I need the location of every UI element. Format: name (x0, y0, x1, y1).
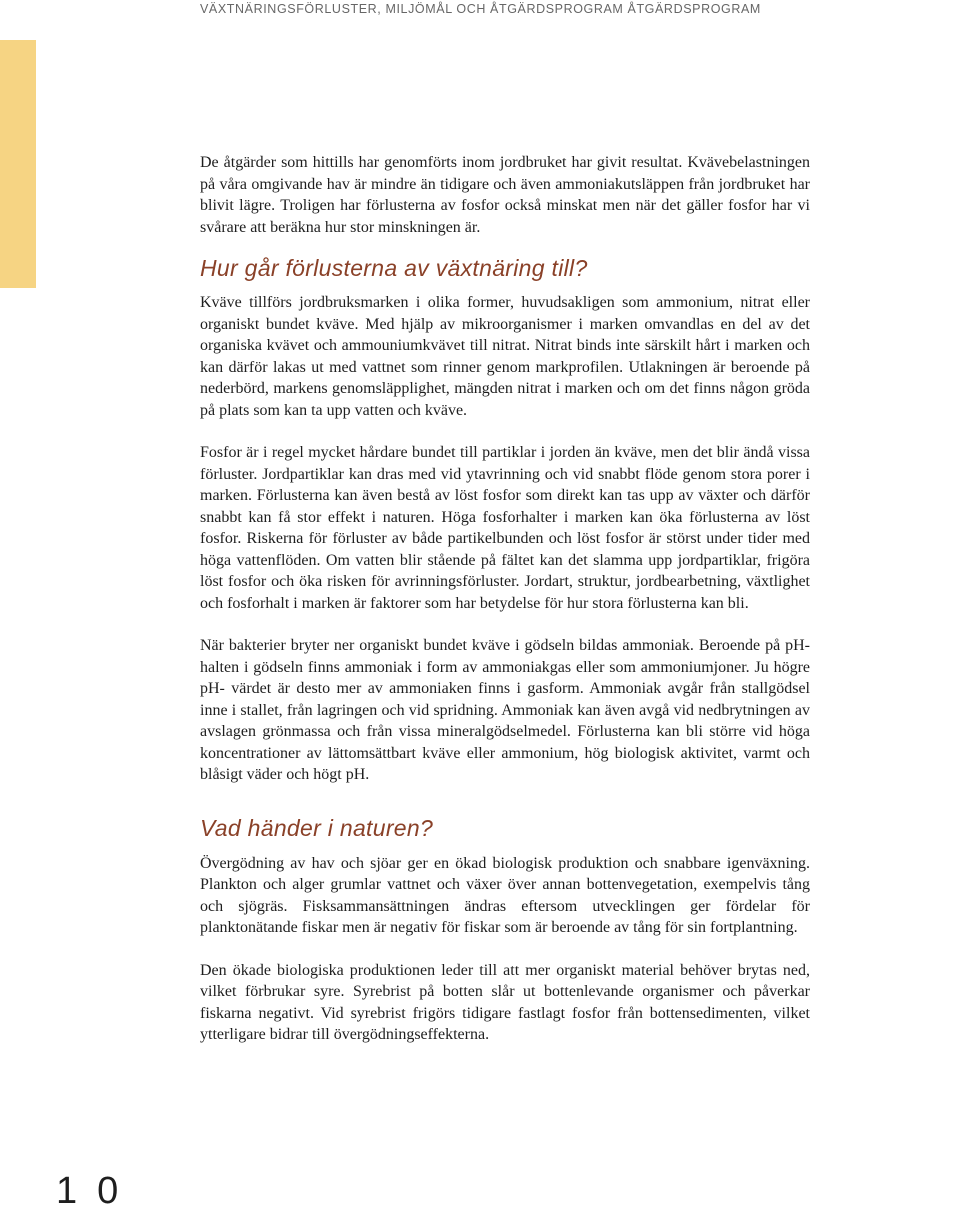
section-heading-nature: Vad händer i naturen? (200, 814, 434, 841)
main-content (200, 152, 810, 1046)
paragraph-oxygen-depletion: Den ökade biologiska produktionen leder till att mer organiskt material behöver brytas ned, vilket förbrukar syre. Syrebrist på botten slår ut bottenlevande organismer och påverkar fiskarna negativt. Vid syrebrist frigörs tidigare fastlagt fosfor från bottensedimenten, vilket ytterligare bidrar till övergödningseffekterna. (200, 961, 810, 1043)
intro-paragraph: De åtgärder som hittills har genomförts inom jordbruket har givit resultat. Kvävebelastningen på våra omgivande hav är mindre än tidigare och även ammoniakutsläppen från jordbruket har blivit lägre. Troligen har förlusterna av fosfor också minskat men när det gäller fosfor har vi svårare att beräkna hur stor minskningen är. (200, 154, 810, 236)
decorative-side-bar (0, 40, 36, 288)
paragraph-ammonia: När bakterier bryter ner organiskt bundet kväve i gödseln bildas ammoniak. Beroende på pH-halten i gödseln finns ammoniak i form av ammoniakgas eller som ammoniumjoner. Ju högre pH- värdet är desto mer av ammoniaken finns i gasform. Ammoniak avgår från stallgödsel inne i stallet, från lagringen och vid spridning. Ammoniak kan även avgå vid nedbrytningen av avslagen grönmassa och från vissa mineralgödselmedel. Förlusterna kan bli större vid höga koncentrationer av lättomsättbart kväve eller ammonium, hög biologisk aktivitet, varmt och blåsigt väder och högt pH. (200, 637, 810, 783)
running-header: VÄXTNÄRINGSFÖRLUSTER, MILJÖMÅL OCH ÅTGÄRDSPROGRAM ÅTGÄRDSPROGRAM (200, 2, 761, 16)
paragraph-nitrogen: Kväve tillförs jordbruksmarken i olika former, huvudsakligen som ammonium, nitrat eller organiskt bundet kväve. Med hjälp av mikroorganismer i marken omvandlas en del av det organiska kvävet och ammouniumkvävet till nitrat. Nitrat binds inte särskilt hårt i marken och kan därför lakas ut med vattnet som rinner genom markprofilen. Utlakningen är beroende på nederbörd, markens genomsläpplighet, mängden nitrat i marken och om det finns någon gröda på plats som kan ta upp vatten och kväve. (200, 294, 810, 419)
paragraph-eutrophication: Övergödning av hav och sjöar ger en ökad biologisk produktion och snabbare igenväxning. Plankton och alger grumlar vattnet och växer över annan bottenvegetation, exempelvis tång och sjögräs. Fisksammansättningen ändras eftersom utvecklingen ger fördelar för planktonätande fiskar men är negativ för fiskar som är beroende av tång för sin fortplantning. (200, 854, 810, 936)
section-heading-losses: Hur går förlusterna av växtnäring till? (200, 255, 588, 281)
page-number: 10 (56, 1170, 139, 1212)
paragraph-phosphorus: Fosfor är i regel mycket hårdare bundet till partiklar i jorden än kväve, men det blir ändå vissa förluster. Jordpartiklar kan dras med vid ytavrinning och vid snabbt flöde genom stora porer i marken. Förlusterna kan även bestå av löst fosfor som direkt kan tas upp av växter och därför snabbt kan få stor effekt i naturen. Höga fosforhalter i marken kan öka förlusterna av löst fosfor. Riskerna för förluster av både partikelbunden och löst fosfor är störst under tider med höga vattenflöden. Om vatten blir stående på fältet kan det slamma upp jordpartiklar, frigöra löst fosfor och öka risken för avrinningsförluster. Jordart, struktur, jordbearbetning, växtlighet och fosforhalt i marken är faktorer som har betydelse för hur stora förlusterna kan bli. (200, 444, 810, 612)
